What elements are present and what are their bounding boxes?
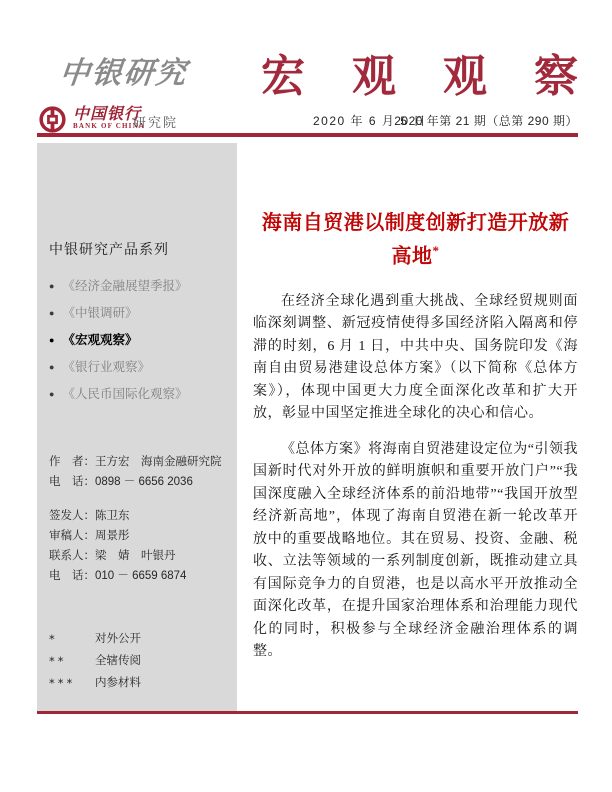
bullet-icon: ● — [49, 335, 55, 345]
issue-number: 2020 年第 21 期（总第 290 期） — [394, 114, 578, 128]
contact-phone-label: 电 话： — [49, 570, 95, 582]
contact-line — [49, 546, 227, 566]
report-title-text: 海南自贸港以制度创新打造开放新高地 — [261, 212, 570, 268]
classification-marks-block — [49, 628, 227, 694]
bullet-icon: ● — [49, 281, 55, 291]
reviewer-value: 周景彤 — [95, 530, 130, 542]
report-title-footnote-mark: * — [432, 243, 440, 258]
issuer-label: 签发人： — [49, 510, 95, 522]
bullet-icon: ● — [49, 362, 55, 372]
bullet-icon: ● — [49, 389, 55, 399]
contact-phone-value: 010 － 6659 6874 — [95, 570, 187, 582]
series-item-label: 《经济金融展望季报》 — [62, 279, 188, 293]
bank-name-english: BANK OF CHINA — [73, 122, 146, 130]
brand-calligraphy-logo: 中银研究 — [57, 56, 190, 91]
bank-of-china-emblem-icon — [39, 106, 66, 133]
series-item-macro-observation-active — [49, 327, 227, 354]
reviewer-line — [49, 526, 227, 546]
phone-value: 0898 － 6656 2036 — [95, 476, 193, 488]
series-item-rmb-internationalization — [49, 381, 227, 408]
author-line — [49, 452, 227, 472]
report-title — [253, 209, 578, 271]
series-list — [49, 273, 227, 408]
mark-symbol: ** — [49, 654, 67, 668]
department-label: 研究院 — [133, 115, 179, 130]
mark-label: 对外公开 — [95, 633, 141, 645]
bottom-red-rule — [37, 711, 578, 714]
series-item-economic-financial-outlook — [49, 273, 227, 300]
publisher-row — [37, 104, 578, 134]
series-item-boc-survey — [49, 300, 227, 327]
bullet-icon: ● — [49, 308, 55, 318]
paragraph-2: 《总体方案》将海南自贸港建设定位为“引领我国新时代对外开放的鲜明旗帜和重要开放门户”“我国深度融入全球经济体系的前沿地带”“我国开放型经济新高地”，体现了海南自贸港在新一轮改革开放中的重要战略地位。其在贸易、投资、金融、税收、立法等领域的一系列制度创新，既推动建立具有国际竞争力的自贸港，也是以高水平开放推动全面深化改革，在提升国家治理体系和治理能力现代化的同时，积极参与全球经济金融治理体系的调整。 — [253, 441, 578, 660]
issuer-value: 陈卫东 — [95, 510, 130, 522]
main-content — [253, 143, 578, 664]
mark-symbol: * — [49, 632, 58, 646]
author-value: 王方宏 海南金融研究院 — [95, 456, 222, 468]
issuer-line — [49, 506, 227, 526]
author-info-block — [49, 452, 227, 586]
mark-public — [49, 628, 227, 650]
report-abstract — [253, 291, 578, 664]
series-item-label: 《中银调研》 — [62, 306, 138, 320]
bank-name-chinese: 中国银行 — [73, 104, 142, 123]
author-label: 作 者： — [49, 456, 95, 468]
top-red-rule — [37, 133, 578, 137]
contact-value: 梁 婧 叶银丹 — [95, 550, 176, 562]
paragraph-1: 在经济全球化遇到重大挑战、全球经贸规则面临深刻调整、新冠疫情使得多国经济陷入隔离和停滞的时刻，6 月 1 日，中共中央、国务院印发《海南自由贸易港建设总体方案》（以下简称《总体方案》），体现中国更大力度全面深化改革和扩大开放，彰显中国坚定推进全球化的决心和信心。 — [253, 293, 578, 422]
issue-date: 2020 年 6 月 5 日 — [313, 114, 427, 128]
mark-internal-circulation — [49, 650, 227, 672]
series-item-label: 《银行业观察》 — [62, 360, 150, 374]
mark-label: 内参材料 — [95, 677, 141, 689]
series-title: 中银研究产品系列 — [49, 241, 169, 257]
publication-masthead-title: 宏 观 观 察 — [261, 52, 596, 101]
contact-phone-line — [49, 566, 227, 586]
mark-symbol: *** — [49, 676, 76, 690]
sidebar — [37, 143, 237, 711]
series-item-banking-observation — [49, 354, 227, 381]
series-item-label: 《宏观观察》 — [62, 333, 138, 347]
phone-label: 电 话： — [49, 476, 95, 488]
mark-internal-reference — [49, 672, 227, 694]
mark-label: 全辖传阅 — [95, 655, 141, 667]
author-phone-line — [49, 472, 227, 492]
spacer — [49, 492, 227, 506]
reviewer-label: 审稿人： — [49, 530, 95, 542]
series-item-label: 《人民币国际化观察》 — [62, 387, 188, 401]
contact-label: 联系人： — [49, 550, 95, 562]
